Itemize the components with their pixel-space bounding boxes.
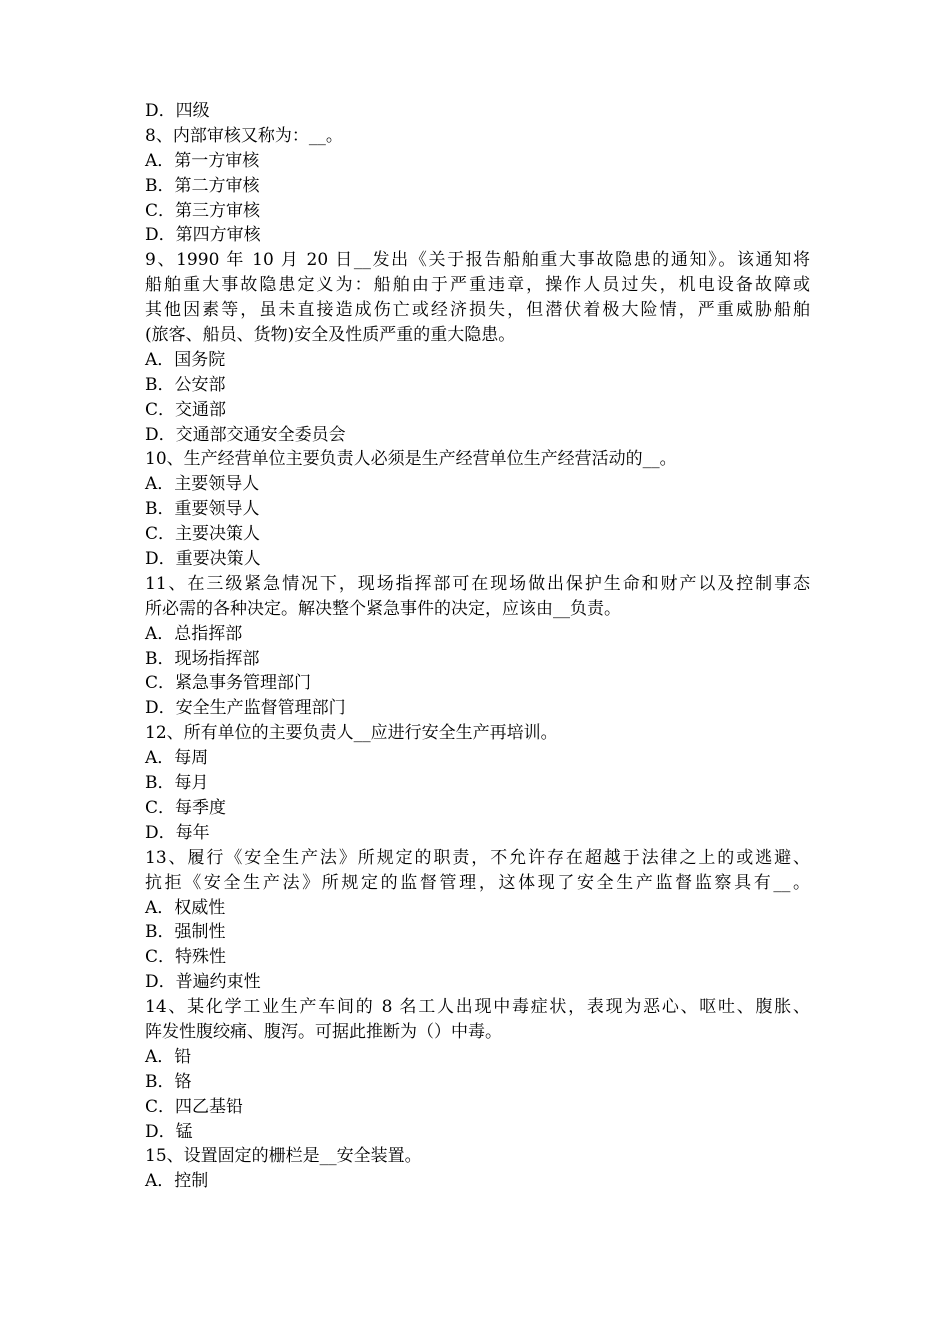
text-line: A．主要领导人: [145, 474, 260, 495]
text-line: (旅客、船员、货物)安全及性质严重的重大隐患。: [145, 325, 516, 346]
text-line: D．重要决策人: [145, 549, 261, 570]
text-line: 其他因素等，虽未直接造成伤亡或经济损失，但潜伏着极大险情，严重威胁船舶: [145, 300, 810, 321]
text-line: D．交通部交通安全委员会: [145, 424, 346, 445]
text-line: C．四乙基铅: [145, 1096, 244, 1117]
text-line: B．第二方审核: [145, 175, 260, 196]
text-line: 8、内部审核又称为：__。: [145, 125, 343, 146]
text-line: D．安全生产监督管理部门: [145, 698, 346, 719]
text-line: C．主要决策人: [145, 524, 261, 545]
text-line: 13、履行《安全生产法》所规定的职责，不允许存在超越于法律之上的或逃避、: [145, 847, 810, 868]
text-line: C．第三方审核: [145, 200, 261, 221]
text-line: C．特殊性: [145, 947, 227, 968]
document-body: [145, 99, 810, 1194]
text-line: 抗拒《安全生产法》所规定的监督管理，这体现了安全生产监督监察具有__。: [145, 872, 810, 893]
text-line: D．每年: [145, 822, 210, 843]
text-line: D．锰: [145, 1121, 193, 1142]
text-line: A．每周: [145, 748, 209, 769]
text-line: C．每季度: [145, 797, 227, 818]
text-line: 11、在三级紧急情况下，现场指挥部可在现场做出保护生命和财产以及控制事态: [145, 573, 810, 594]
text-line: A．铅: [145, 1046, 192, 1067]
text-line: B．重要领导人: [145, 499, 260, 520]
text-line: A．总指挥部: [145, 623, 243, 644]
text-line: A．第一方审核: [145, 150, 260, 171]
text-line: B．公安部: [145, 374, 226, 395]
text-line: C．交通部: [145, 399, 227, 420]
text-line: 10、生产经营单位主要负责人必须是生产经营单位生产经营活动的__。: [145, 449, 677, 470]
text-line: 15、设置固定的栅栏是__安全装置。: [145, 1146, 422, 1167]
text-line: D．四级: [145, 101, 210, 121]
text-line: D．普遍约束性: [145, 972, 261, 993]
text-line: D．第四方审核: [145, 225, 261, 246]
text-line: A．权威性: [145, 897, 226, 918]
text-line: A．控制: [145, 1171, 209, 1192]
text-line: B．现场指挥部: [145, 648, 260, 669]
text-line: B．每月: [145, 773, 209, 794]
text-line: 阵发性腹绞痛、腹泻。可据此推断为（）中毒。: [145, 1021, 502, 1042]
text-line: 所必需的各种决定。解决整个紧急事件的决定，应该由__负责。: [145, 598, 621, 619]
text-line: 12、所有单位的主要负责人__应进行安全生产再培训。: [145, 723, 558, 744]
text-line: 14、某化学工业生产车间的 8 名工人出现中毒症状，表现为恶心、呕吐、腹胀、: [145, 997, 810, 1018]
text-line: C．紧急事务管理部门: [145, 673, 312, 694]
text-line: B．强制性: [145, 922, 226, 943]
text-line: 9、1990 年 10 月 20 日__发出《关于报告船舶重大事故隐患的通知》。该通知将: [145, 250, 810, 271]
text-line: 船舶重大事故隐患定义为：船舶由于严重违章，操作人员过失，机电设备故障或: [145, 275, 810, 296]
text-line: A．国务院: [145, 349, 226, 370]
text-line: B．铬: [145, 1071, 192, 1092]
